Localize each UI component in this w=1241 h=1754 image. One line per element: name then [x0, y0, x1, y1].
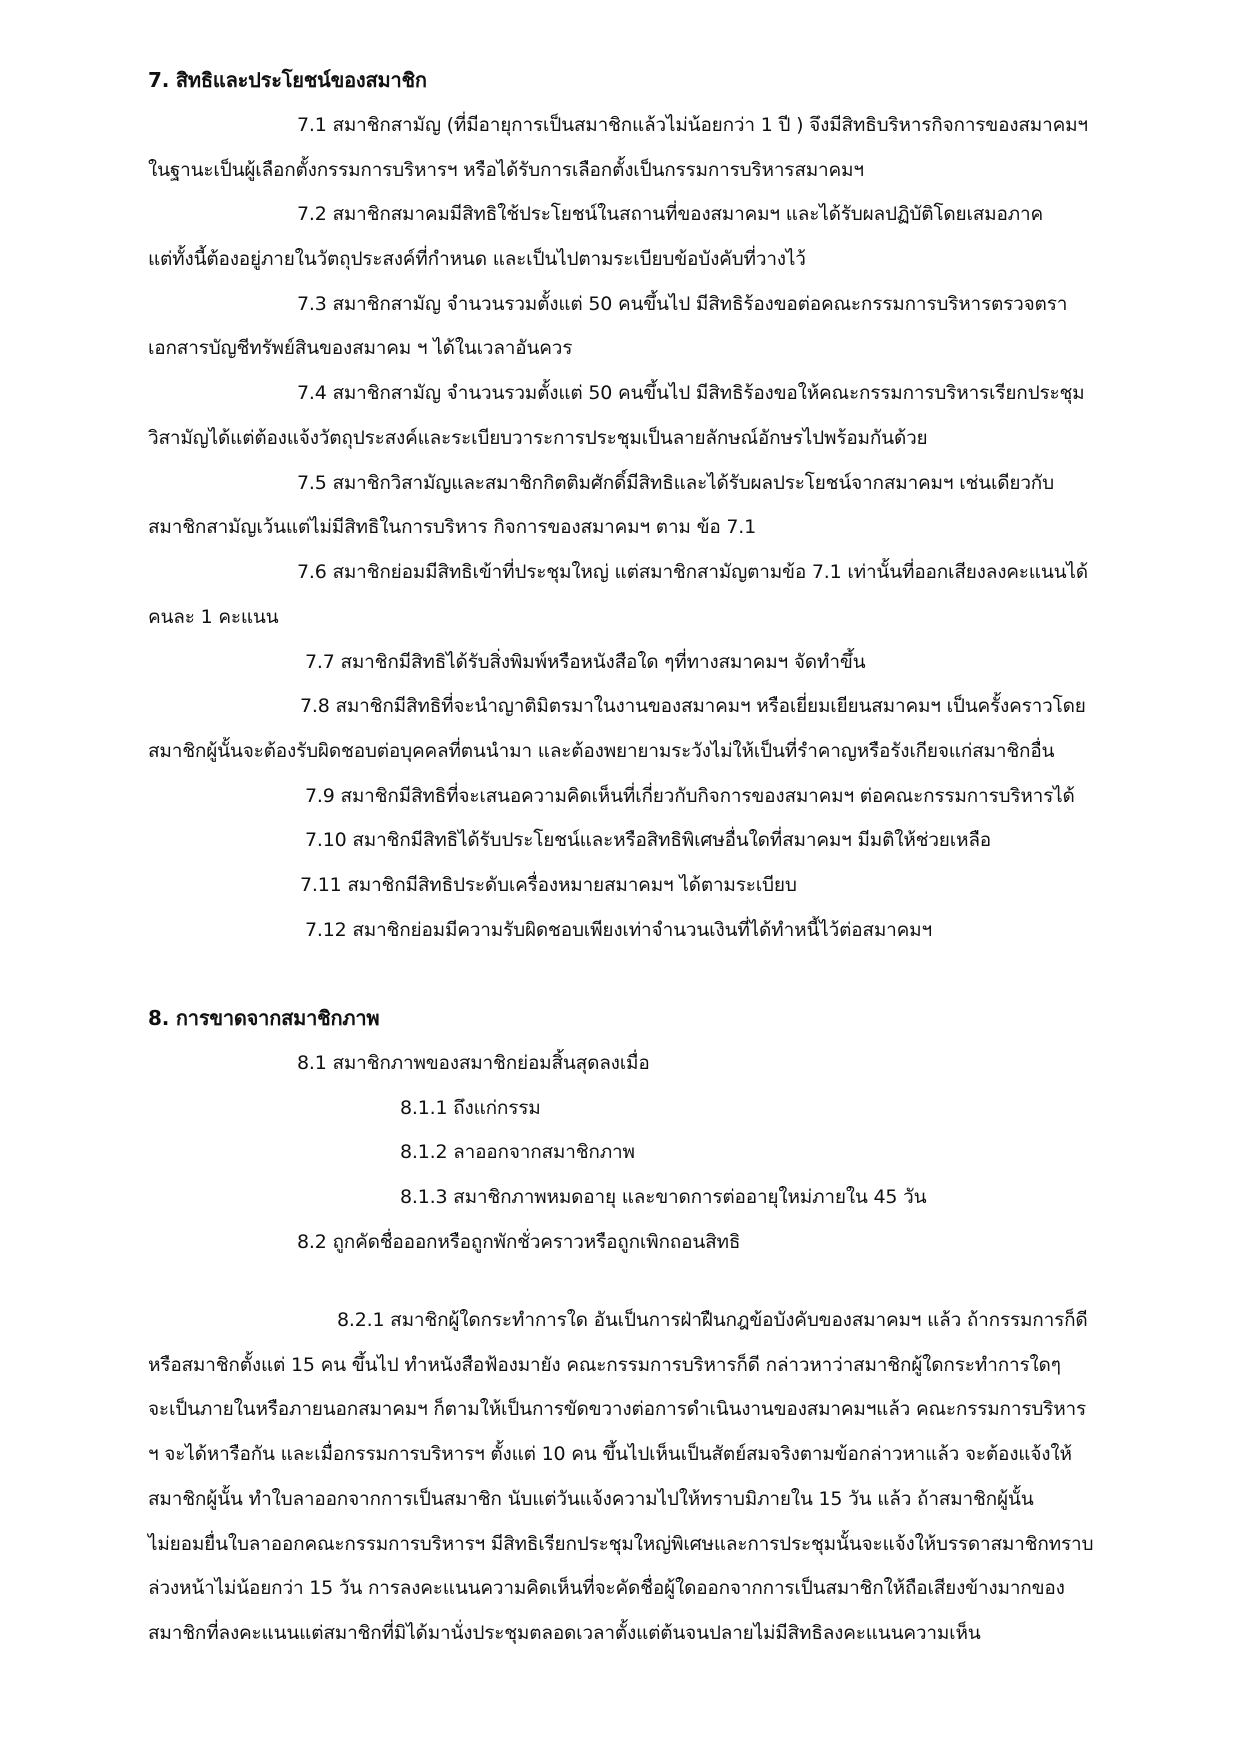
- clause-7-5-cont: สมาชิกสามัญเว้นแต่ไม่มีสิทธิในการบริหาร กิจการของสมาคมฯ ตาม ข้อ 7.1: [148, 516, 757, 538]
- clause-7-2-cont: แต่ทั้งนี้ต้องอยู่ภายในวัตถุประสงค์ที่กำหนด และเป็นไปตามระเบียบข้อบังคับที่วางไว้: [148, 248, 806, 270]
- clause-7-9: 7.9 สมาชิกมีสิทธิที่จะเสนอความคิดเห็นที่เกี่ยวกับกิจการของสมาคมฯ ต่อคณะกรรมการบริหารได้: [305, 785, 1075, 807]
- clause-7-3: 7.3 สมาชิกสามัญ จำนวนรวมตั้งแต่ 50 คนขึ้นไป มีสิทธิร้องขอต่อคณะกรรมการบริหารตรวจตรา: [297, 293, 1068, 315]
- clause-8-1-2: 8.1.2 ลาออกจากสมาชิกภาพ: [400, 1141, 635, 1163]
- clause-8-2-1-cont-5: ไม่ยอมยื่นใบลาออกคณะกรรมการบริหารฯ มีสิทธิเรียกประชุมใหญ่พิเศษและการประชุมนั้นจะแจ้งให้บรรดาสมาชิกทราบ: [148, 1533, 1094, 1555]
- clause-7-3-cont: เอกสารบัญชีทรัพย์สินของสมาคม ฯ ได้ในเวลาอันควร: [148, 337, 573, 359]
- clause-7-1: 7.1 สมาชิกสามัญ (ที่มีอายุการเป็นสมาชิกแล้วไม่น้อยกว่า 1 ปี ) จึงมีสิทธิบริหารกิจการของสมาคมฯ: [297, 114, 1088, 136]
- clause-7-7: 7.7 สมาชิกมีสิทธิได้รับสิ่งพิมพ์หรือหนังสือใด ๆที่ทางสมาคมฯ จัดทำขึ้น: [305, 651, 866, 673]
- section-7-heading: 7. สิทธิและประโยชน์ของสมาชิก: [148, 68, 427, 92]
- clause-8-1-1: 8.1.1 ถึงแก่กรรม: [400, 1097, 541, 1119]
- clause-7-5: 7.5 สมาชิกวิสามัญและสมาชิกกิตติมศักดิ์มีสิทธิและได้รับผลประโยชน์จากสมาคมฯ เช่นเดียวกับ: [297, 472, 1054, 494]
- clause-7-8: 7.8 สมาชิกมีสิทธิที่จะนำญาติมิตรมาในงานของสมาคมฯ หรือเยี่ยมเยียนสมาคมฯ เป็นครั้งคราวโดย: [300, 695, 1086, 717]
- clause-7-2: 7.2 สมาชิกสมาคมมีสิทธิใช้ประโยชน์ในสถานที่ของสมาคมฯ และได้รับผลปฏิบัติโดยเสมอภาค: [297, 203, 1043, 225]
- clause-8-2-1-cont-7: สมาชิกที่ลงคะแนนแต่สมาชิกที่มิได้มานั่งประชุมตลอดเวลาตั้งแต่ต้นจนปลายไม่มีสิทธิลงคะแนนความเห็น: [148, 1622, 981, 1644]
- clause-8-2-1-cont-1: หรือสมาชิกตั้งแต่ 15 คน ขึ้นไป ทำหนังสือฟ้องมายัง คณะกรรมการบริหารก็ดี กล่าวหาว่าสมาชิกผู้ใดกระทำการใดๆ: [148, 1354, 1061, 1376]
- clause-7-1-cont: ในฐานะเป็นผู้เลือกตั้งกรรมการบริหารฯ หรือได้รับการเลือกตั้งเป็นกรรมการบริหารสมาคมฯ: [148, 159, 864, 181]
- clause-7-6-cont: คนละ 1 คะแนน: [148, 606, 279, 628]
- clause-7-6: 7.6 สมาชิกย่อมมีสิทธิเข้าที่ประชุมใหญ่ แต่สมาชิกสามัญตามข้อ 7.1 เท่านั้นที่ออกเสียงลงคะแนนได้: [297, 561, 1088, 583]
- clause-8-1-3: 8.1.3 สมาชิกภาพหมดอายุ และขาดการต่ออายุใหม่ภายใน 45 วัน: [400, 1186, 927, 1208]
- section-8-heading: 8. การขาดจากสมาชิกภาพ: [148, 1006, 380, 1030]
- clause-8-2-1: 8.2.1 สมาชิกผู้ใดกระทำการใด อันเป็นการฝ่าฝืนกฎข้อบังคับของสมาคมฯ แล้ว ถ้ากรรมการก็ดี: [337, 1309, 1088, 1331]
- clause-8-2-1-cont-6: ล่วงหน้าไม่น้อยกว่า 15 วัน การลงคะแนนความคิดเห็นที่จะคัดชื่อผู้ใดออกจากการเป็นสมาชิกให้ถือเสียงข้างมากของ: [148, 1577, 1065, 1599]
- clause-7-4-cont: วิสามัญได้แต่ต้องแจ้งวัตถุประสงค์และระเบียบวาระการประชุมเป็นลายลักษณ์อักษรไปพร้อมกันด้วย: [148, 427, 928, 449]
- clause-8-2-1-cont-4: สมาชิกผู้นั้น ทำใบลาออกจากการเป็นสมาชิก นับแต่วันแจ้งความไปให้ทราบมิภายใน 15 วัน แล้ว ถ้าสมาชิกผู้นั้น: [148, 1488, 1034, 1510]
- clause-7-12: 7.12 สมาชิกย่อมมีความรับผิดชอบเพียงเท่าจำนวนเงินที่ได้ทำหนี้ไว้ต่อสมาคมฯ: [305, 919, 932, 941]
- clause-8-2-1-cont-2: จะเป็นภายในหรือภายนอกสมาคมฯ ก็ตามให้เป็นการขัดขวางต่อการดำเนินงานของสมาคมฯแล้ว คณะกรรมการบริหาร: [148, 1398, 1086, 1420]
- clause-8-2: 8.2 ถูกคัดชื่อออกหรือถูกพักชั่วคราวหรือถูกเพิกถอนสิทธิ: [297, 1231, 741, 1253]
- clause-7-8-cont: สมาชิกผู้นั้นจะต้องรับผิดชอบต่อบุคคลที่ตนนำมา และต้องพยายามระวังไม่ให้เป็นที่รำคาญหรือรังเกียจแก่สมาชิกอื่น: [148, 740, 1055, 762]
- clause-8-1: 8.1 สมาชิกภาพของสมาชิกย่อมสิ้นสุดลงเมื่อ: [297, 1052, 650, 1074]
- clause-7-11: 7.11 สมาชิกมีสิทธิประดับเครื่องหมายสมาคมฯ ได้ตามระเบียบ: [300, 874, 797, 896]
- clause-7-10: 7.10 สมาชิกมีสิทธิได้รับประโยชน์และหรือสิทธิพิเศษอื่นใดที่สมาคมฯ มีมติให้ช่วยเหลือ: [305, 829, 992, 851]
- clause-7-4: 7.4 สมาชิกสามัญ จำนวนรวมตั้งแต่ 50 คนขึ้นไป มีสิทธิร้องขอให้คณะกรรมการบริหารเรียกประชุม: [297, 382, 1085, 404]
- clause-8-2-1-cont-3: ฯ จะได้หารือกัน และเมื่อกรรมการบริหารฯ ตั้งแต่ 10 คน ขึ้นไปเห็นเป็นสัตย์สมจริงตามข้อกล่าวหาแล้ว จะต้องแจ้งให้: [148, 1443, 1072, 1465]
